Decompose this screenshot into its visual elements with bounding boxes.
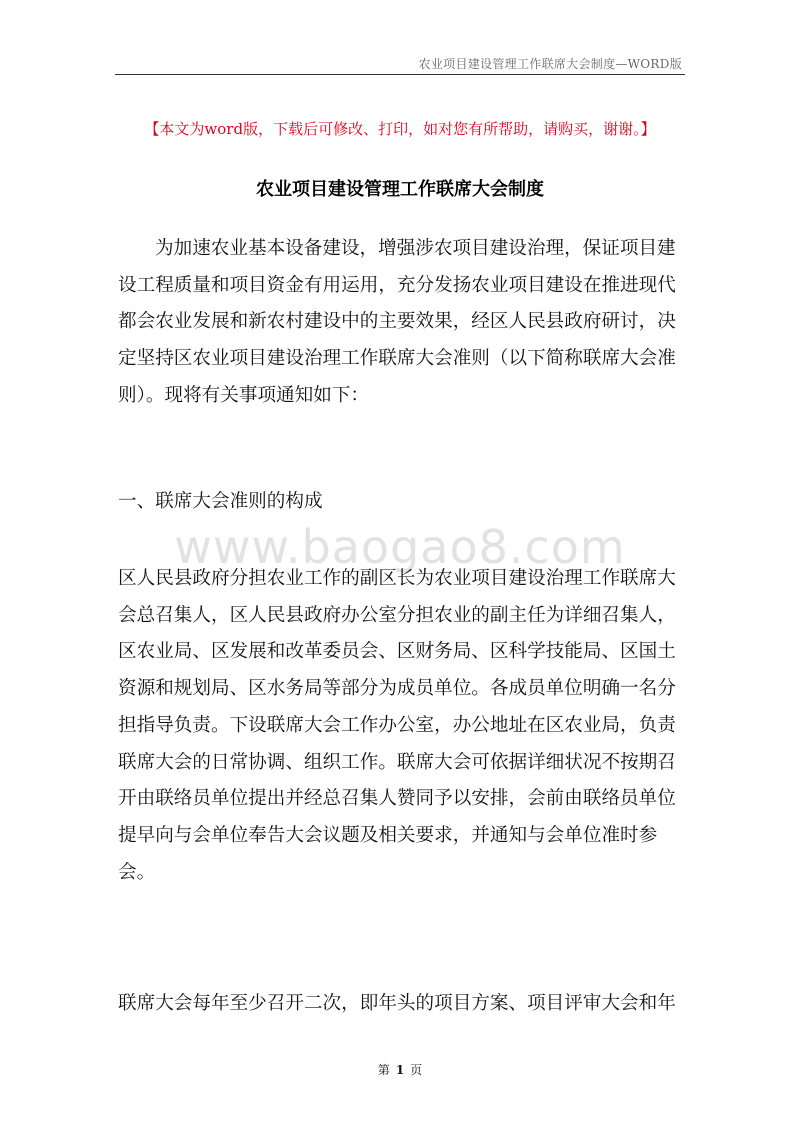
header-rule [115,74,685,75]
page-number: 1 [395,1063,405,1077]
page-label-prefix: 第 [377,1063,390,1077]
purchase-notice: 【本文为word版，下载后可修改、打印，如对您有所帮助，请购买，谢谢。】 [144,120,656,138]
intro-paragraph: 为加速农业基本设备建设，增强涉农项目建设治理，保证项目建设工程质量和项目资金有用运用，充分发扬农业项目建设在推进现代都会农业发展和新农村建设中的主要效果，经区人民县政府研讨，决定坚持区农业项目建设治理工作联席大会准则（以下简称联席大会准则）。现将有关事项通知如下： [118,238,676,406]
section-heading: 一、联席大会准则的构成 [118,491,323,512]
page-label-suffix: 页 [410,1063,423,1077]
watermark: www.baogao8.com [174,520,626,574]
body-paragraph: 区人民县政府分担农业工作的副区长为农业项目建设治理工作联席大会总召集人，区人民县政府办公室分担农业的副主任为详细召集人，区农业局、区发展和改革委员会、区财务局、区科学技能局、区国土资源和规划局、区水务局等部分为成员单位。各成员单位明确一名分担指导负责。下设联席大会工作办公室，办公地址在区农业局，负责联席大会的日常协调、组织工作。联席大会可依据详细状况不按期召开由联络员单位提出并经总召集人赞同予以安排，会前由联络员单位提早向与会单位奉告大会议题及相关要求，并通知与会单位准时参会。 [118,568,676,883]
page-header-title: 农业项目建设管理工作联席大会制度—WORD版 [418,57,682,71]
body-paragraph-continued: 联席大会每年至少召开二次，即年头的项目方案、项目评审大会和年 [118,993,676,1014]
page-footer [0,1061,800,1078]
document-title: 农业项目建设管理工作联席大会制度 [256,179,544,200]
